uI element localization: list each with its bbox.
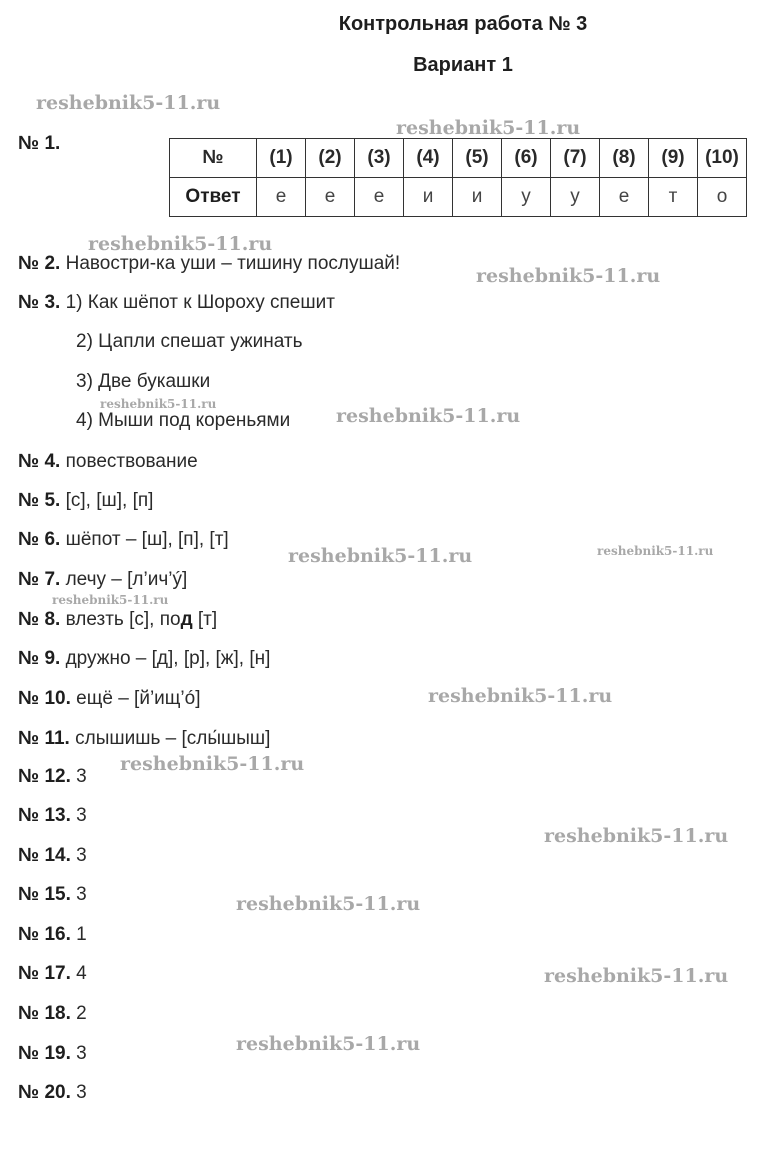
page-title: Контрольная работа № 3 [338, 13, 588, 35]
task-number: № 6. [18, 529, 61, 550]
task-1 [18, 133, 60, 155]
answer-text: влезть [с], по [65, 609, 181, 630]
watermark: reshebnik5-11.ru [100, 397, 217, 411]
task-number: № 1. [18, 133, 61, 154]
watermark: reshebnik5-11.ru [428, 685, 613, 707]
task-number: № 19. [18, 1043, 71, 1064]
table-cell: (3) [355, 139, 404, 178]
answer-line [18, 529, 229, 551]
task-number: № 14. [18, 845, 71, 866]
table-cell: у [502, 178, 551, 217]
answer-text: 4) Мыши под кореньями [76, 410, 291, 431]
table-row [170, 178, 747, 217]
answer-line [18, 805, 87, 827]
task-number: № 11. [18, 728, 70, 749]
answer-text: ещё – [й’ищ’ó] [76, 688, 201, 709]
answer-text: 3 [76, 766, 87, 787]
answer-line [18, 1003, 87, 1025]
answer-line [18, 845, 87, 867]
table-cell: е [306, 178, 355, 217]
answer-text: 1) Как шёпот к Шороху спешит [65, 292, 335, 313]
answer-text: 2) Цапли спешат ужинать [76, 331, 303, 352]
table-head-label: № [170, 139, 257, 178]
answer-line [18, 963, 87, 985]
task-number: № 13. [18, 805, 71, 826]
table-cell: (2) [306, 139, 355, 178]
answer-line [76, 410, 290, 432]
watermark: reshebnik5-11.ru [236, 1033, 421, 1055]
table-cell: (4) [404, 139, 453, 178]
answer-text: [т] [192, 609, 218, 630]
task-number: № 10. [18, 688, 71, 709]
watermark: reshebnik5-11.ru [288, 545, 473, 567]
answer-line [18, 1043, 87, 1065]
task-number: № 2. [18, 253, 61, 274]
answer-text: 4 [76, 963, 87, 984]
answer-text: 3 [76, 845, 87, 866]
task-number: № 12. [18, 766, 71, 787]
answer-line [18, 569, 187, 591]
table-cell: е [600, 178, 649, 217]
table-cell: е [257, 178, 306, 217]
task-number: № 18. [18, 1003, 71, 1024]
answer-line [18, 766, 87, 788]
table-cell: о [698, 178, 747, 217]
watermark: reshebnik5-11.ru [36, 92, 221, 114]
answer-table [169, 138, 747, 217]
table-cell: (6) [502, 139, 551, 178]
answer-text: 3 [76, 1043, 87, 1064]
answer-text: повествование [65, 451, 198, 472]
table-cell: (10) [698, 139, 747, 178]
table-cell: у [551, 178, 600, 217]
table-cell: (8) [600, 139, 649, 178]
answer-text: 3) Две букашки [76, 371, 211, 392]
answer-line [18, 253, 400, 275]
answer-line [18, 688, 200, 710]
answer-line [18, 924, 87, 946]
watermark: reshebnik5-11.ru [120, 753, 305, 775]
answer-text: 2 [76, 1003, 87, 1024]
task-number: № 8. [18, 609, 61, 630]
answer-line [18, 648, 270, 670]
table-cell: т [649, 178, 698, 217]
answer-line [18, 609, 217, 631]
table-cell: и [404, 178, 453, 217]
watermark: reshebnik5-11.ru [476, 265, 661, 287]
answer-text: 1 [76, 924, 87, 945]
answer-text: 3 [76, 805, 87, 826]
answer-text: Навостри-ка уши – тишину послушай! [65, 253, 401, 274]
answer-text: лечу – [л’ич’ý] [65, 569, 188, 590]
answer-text: слышишь – [слы́шыш] [75, 728, 271, 749]
watermark: reshebnik5-11.ru [52, 593, 169, 607]
answer-text: 3 [76, 884, 87, 905]
table-cell: е [355, 178, 404, 217]
watermark: reshebnik5-11.ru [336, 405, 521, 427]
watermark: reshebnik5-11.ru [396, 117, 581, 139]
answer-line [76, 331, 303, 353]
table-cell: (9) [649, 139, 698, 178]
watermark: reshebnik5-11.ru [544, 965, 729, 987]
table-cell: (7) [551, 139, 600, 178]
table-cell: (1) [257, 139, 306, 178]
task-number: № 5. [18, 490, 61, 511]
table-row [170, 139, 747, 178]
answer-text: [с], [ш], [п] [65, 490, 154, 511]
answer-text: шёпот – [ш], [п], [т] [65, 529, 229, 550]
variant-title: Вариант 1 [413, 54, 513, 76]
answer-line [18, 1082, 87, 1104]
task-number: № 17. [18, 963, 71, 984]
task-number: № 4. [18, 451, 61, 472]
watermark: reshebnik5-11.ru [236, 893, 421, 915]
answer-text: дружно – [д], [р], [ж], [н] [65, 648, 271, 669]
watermark: reshebnik5-11.ru [544, 825, 729, 847]
answer-text: 3 [76, 1082, 87, 1103]
watermark: reshebnik5-11.ru [88, 233, 273, 255]
table-answer-label: Ответ [170, 178, 257, 217]
answer-line [18, 490, 153, 512]
table-cell: (5) [453, 139, 502, 178]
task-number: № 7. [18, 569, 61, 590]
watermark: reshebnik5-11.ru [597, 544, 714, 558]
task-number: № 9. [18, 648, 61, 669]
task-number: № 15. [18, 884, 71, 905]
answer-line [18, 884, 87, 906]
answer-line [76, 371, 210, 393]
table-cell: и [453, 178, 502, 217]
task-number: № 16. [18, 924, 71, 945]
task-number: № 20. [18, 1082, 71, 1103]
answer-line [18, 292, 335, 314]
answer-line [18, 728, 270, 750]
answer-line [18, 451, 198, 473]
answer-text-bold: д [180, 609, 193, 630]
task-number: № 3. [18, 292, 61, 313]
